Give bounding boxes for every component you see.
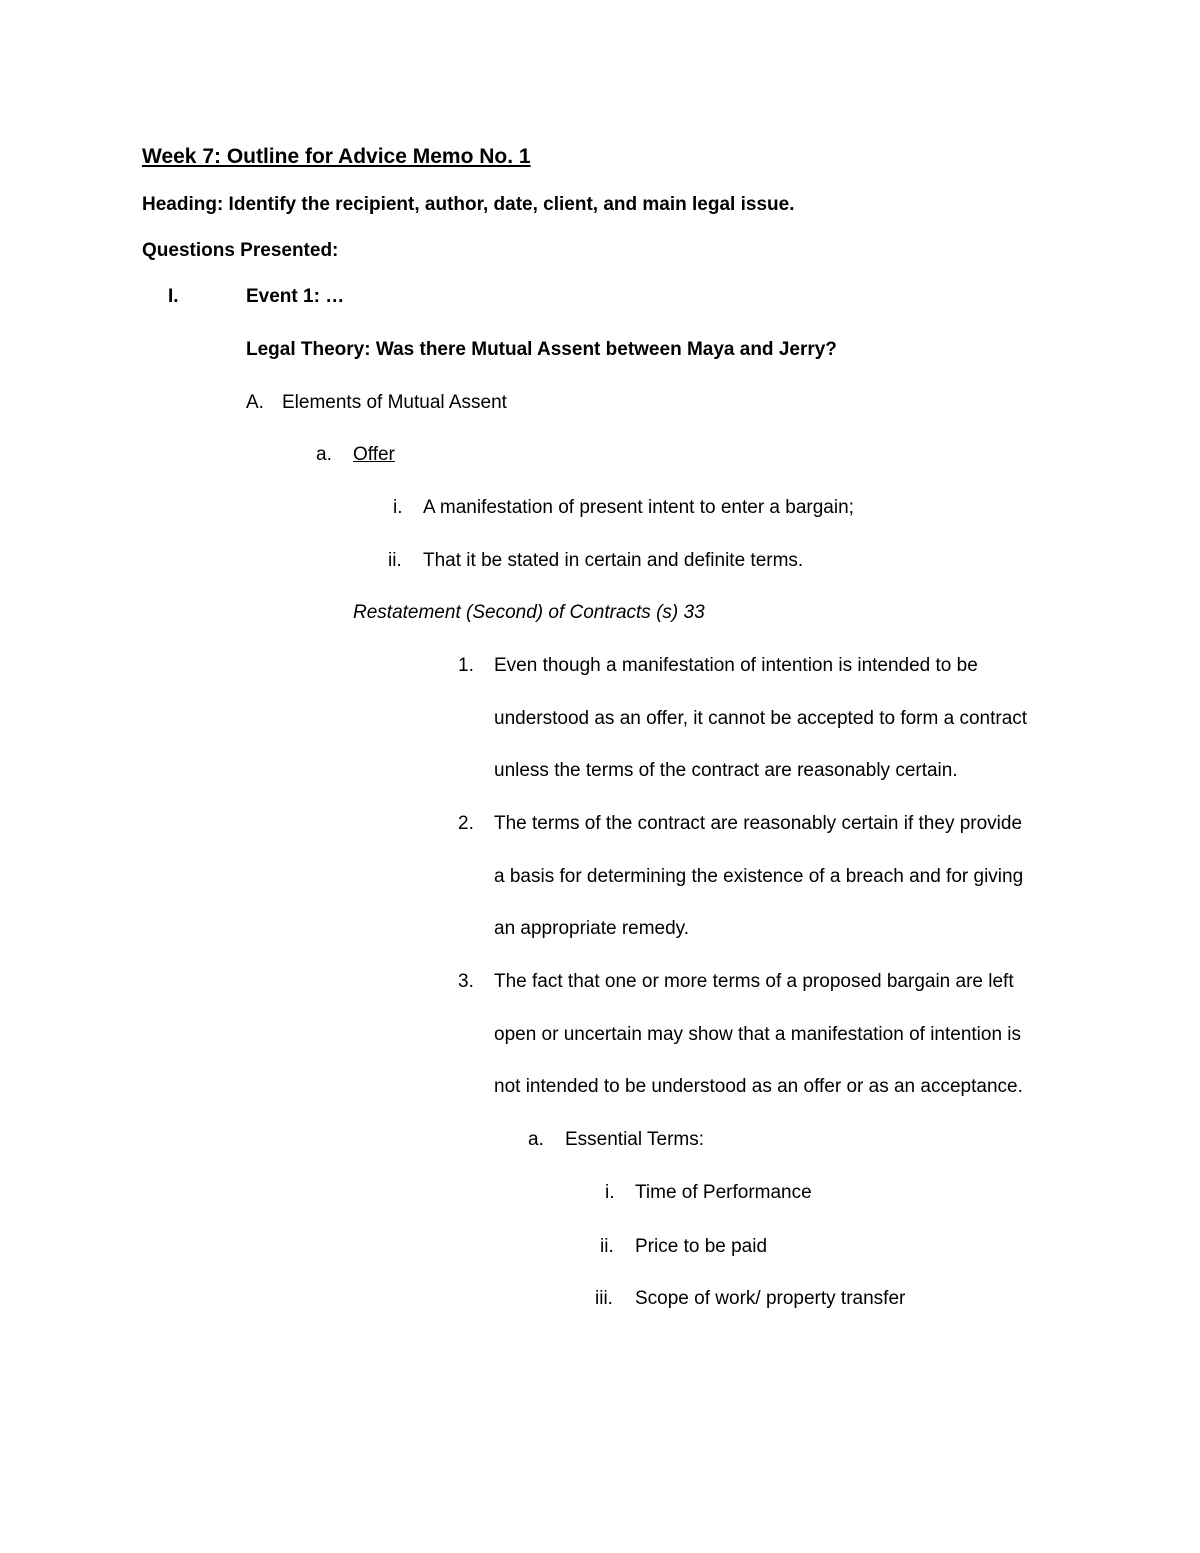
numbered-2-marker: 2.: [458, 813, 474, 834]
event-marker: I.: [168, 286, 179, 307]
event-text: Event 1: …: [246, 286, 345, 307]
essential-terms-marker: a.: [528, 1129, 544, 1150]
numbered-3-marker: 3.: [458, 971, 474, 992]
numbered-2-line-2: a basis for determining the existence of a breach and for giving: [494, 866, 1024, 887]
essential-terms-heading: Essential Terms:: [565, 1129, 705, 1150]
element-a-text: Elements of Mutual Assent: [282, 392, 507, 413]
document-title: Week 7: Outline for Advice Memo No. 1: [142, 145, 531, 168]
essential-item-2-marker: ii.: [600, 1236, 614, 1257]
questions-presented-label: Questions Presented:: [142, 240, 339, 261]
essential-item-3-text: Scope of work/ property transfer: [635, 1288, 906, 1309]
numbered-3-line-2: open or uncertain may show that a manifestation of intention is: [494, 1024, 1022, 1045]
offer-item-1-text: A manifestation of present intent to enter a bargain;: [423, 497, 854, 518]
numbered-1-line-1: Even though a manifestation of intention is intended to be: [494, 655, 978, 676]
numbered-3-line-3: not intended to be understood as an offer or as an acceptance.: [494, 1076, 1023, 1097]
numbered-2-line-1: The terms of the contract are reasonably certain if they provide: [494, 813, 1023, 834]
legal-theory: Legal Theory: Was there Mutual Assent between Maya and Jerry?: [246, 339, 837, 360]
numbered-1-line-2: understood as an offer, it cannot be accepted to form a contract: [494, 708, 1028, 729]
numbered-3-line-1: The fact that one or more terms of a proposed bargain are left: [494, 971, 1014, 992]
offer-item-2-marker: ii.: [388, 550, 402, 571]
offer-item-1-marker: i.: [393, 497, 403, 518]
numbered-2-line-3: an appropriate remedy.: [494, 918, 690, 939]
offer-marker: a.: [316, 444, 332, 465]
element-a-marker: A.: [246, 392, 264, 413]
essential-item-2-text: Price to be paid: [635, 1236, 768, 1257]
offer-item-2-text: That it be stated in certain and definite terms.: [423, 550, 804, 571]
essential-item-3-marker: iii.: [595, 1288, 613, 1309]
numbered-1-marker: 1.: [458, 655, 474, 676]
essential-item-1-marker: i.: [605, 1182, 615, 1203]
numbered-1-line-3: unless the terms of the contract are reasonably certain.: [494, 760, 958, 781]
essential-item-1-text: Time of Performance: [635, 1182, 812, 1203]
restatement-citation: Restatement (Second) of Contracts (s) 33: [353, 602, 705, 623]
heading-instruction: Heading: Identify the recipient, author, date, client, and main legal issue.: [142, 194, 795, 215]
offer-heading: Offer: [353, 444, 395, 465]
